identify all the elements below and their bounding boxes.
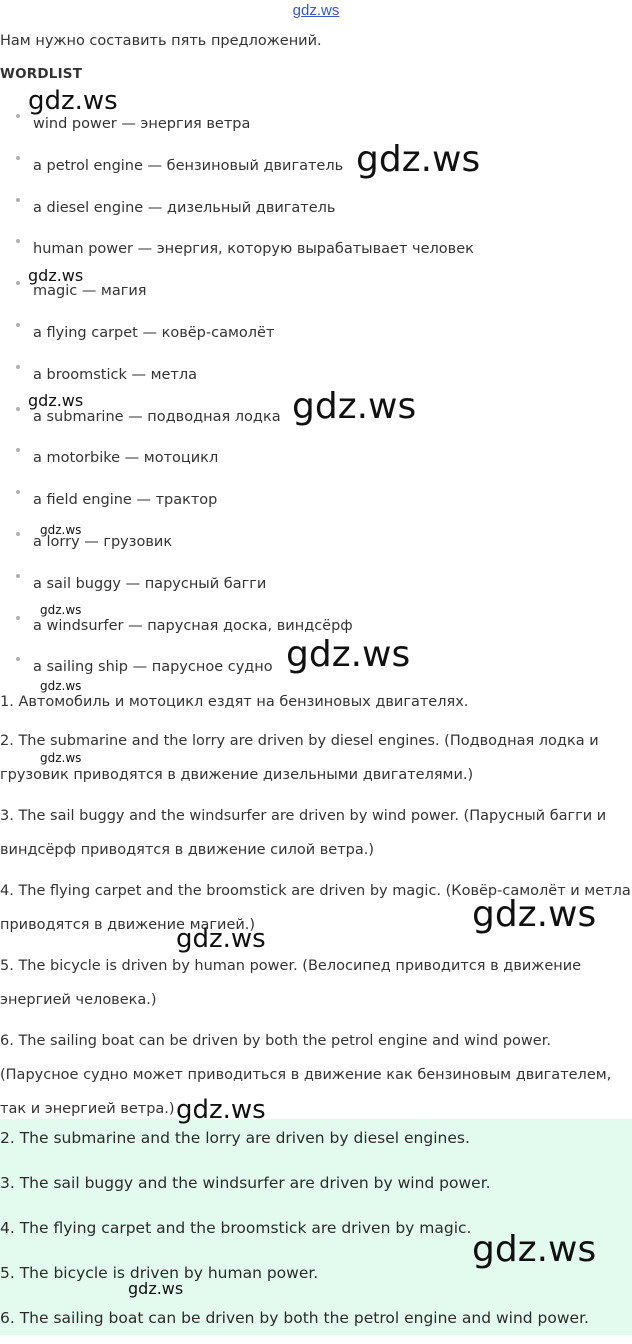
list-item xyxy=(0,438,632,480)
answer-box-line: 6. The sailing boat can be driven by both the petrol engine and wind power. xyxy=(0,1309,589,1327)
list-item xyxy=(0,606,632,648)
list-item-text: human power — энергия, которую вырабатывает человек xyxy=(33,241,474,258)
list-item xyxy=(0,397,632,439)
list-item xyxy=(0,146,632,188)
list-item-text: wind power — энергия ветра xyxy=(33,116,251,132)
list-item-text: a flying carpet — ковёр-самолёт xyxy=(33,324,275,341)
list-item-text: a field engine — трактор xyxy=(33,492,218,509)
answer-paragraph: 4. The flying carpet and the broomstick are driven by magic. (Ковёр-самолёт и метла приводятся в движение магией.) xyxy=(0,883,631,933)
list-item-text: a diesel engine — дизельный двигатель xyxy=(33,199,336,216)
watermark: gdz.ws xyxy=(292,386,417,427)
list-item-text: a sail buggy — парусный багги xyxy=(33,575,267,592)
list-item xyxy=(0,522,632,564)
watermark: gdz.ws xyxy=(28,391,84,410)
list-item-text: a broomstick — метла xyxy=(33,366,198,383)
watermark: gdz.ws xyxy=(40,603,82,617)
bullet-icon xyxy=(16,365,20,369)
bullet-icon xyxy=(16,616,20,620)
bullet-icon xyxy=(16,281,20,285)
list-item xyxy=(0,355,632,397)
watermark: gdz.ws xyxy=(40,523,82,537)
bullet-icon xyxy=(16,323,20,327)
list-item-text: a lorry — грузовик xyxy=(33,533,173,550)
answer-box-line: 2. The submarine and the lorry are driven by diesel engines. xyxy=(0,1129,470,1147)
list-item-text: magic — магия xyxy=(33,283,147,300)
wordlist xyxy=(0,104,632,689)
bullet-icon xyxy=(16,198,20,202)
answer-paragraph: 6. The sailing boat can be driven by both the petrol engine and wind power. (Парусное судно может приводиться в движение как бензиновым двигателем, так и энергией ветра.) xyxy=(0,1033,612,1117)
list-item xyxy=(0,313,632,355)
list-item-text: a motorbike — мотоцикл xyxy=(33,450,219,467)
bullet-icon xyxy=(16,490,20,494)
answer-box-line: 4. The flying carpet and the broomstick are driven by magic. xyxy=(0,1219,472,1237)
watermark: gdz.ws xyxy=(176,1095,266,1125)
answer-box-line: 3. The sail buggy and the windsurfer are driven by wind power. xyxy=(0,1174,491,1192)
answer-paragraph: 1. Автомобиль и мотоцикл ездят на бензиновых двигателях. xyxy=(0,694,469,710)
bullet-icon xyxy=(16,156,20,160)
watermark: gdz.ws xyxy=(128,1279,184,1298)
site-link[interactable]: gdz.ws xyxy=(292,2,340,19)
list-item xyxy=(0,480,632,522)
list-item-text: a petrol engine — бензиновый двигатель xyxy=(33,157,344,174)
answer-paragraph: 5. The bicycle is driven by human power. (Велосипед приводится в движение энергией человека.) xyxy=(0,958,582,1008)
list-item xyxy=(0,104,632,146)
list-item xyxy=(0,188,632,230)
bullet-icon xyxy=(16,448,20,452)
answer-paragraph: 3. The sail buggy and the windsurfer are driven by wind power. (Парусный багги и виндсёрф приводятся в движение силой ветра.) xyxy=(0,808,607,858)
bullet-icon xyxy=(16,114,20,118)
list-item xyxy=(0,647,632,689)
watermark: gdz.ws xyxy=(472,1229,597,1270)
watermark: gdz.ws xyxy=(286,634,411,675)
watermark: gdz.ws xyxy=(472,894,597,935)
list-item xyxy=(0,229,632,271)
wordlist-heading: WORDLIST xyxy=(0,66,83,82)
watermark: gdz.ws xyxy=(28,86,118,116)
bullet-icon xyxy=(16,407,20,411)
watermark: gdz.ws xyxy=(176,924,266,954)
bullet-icon xyxy=(16,532,20,536)
list-item xyxy=(0,271,632,313)
watermark: gdz.ws xyxy=(40,751,82,765)
bullet-icon xyxy=(16,657,20,661)
watermark: gdz.ws xyxy=(40,679,82,693)
list-item-text: a submarine — подводная лодка xyxy=(33,408,281,425)
answer-box-line: 5. The bicycle is driven by human power. xyxy=(0,1264,319,1282)
list-item-text: a windsurfer — парусная доска, виндсёрф xyxy=(33,617,353,634)
bullet-icon xyxy=(16,239,20,243)
watermark: gdz.ws xyxy=(28,266,84,285)
list-item-text: a sailing ship — парусное судно xyxy=(33,659,273,676)
answer-paragraph: 2. The submarine and the lorry are driven by diesel engines. (Подводная лодка и грузовик приводятся в движение дизельными двигателями.) xyxy=(0,733,599,783)
answers xyxy=(0,690,632,1133)
list-item xyxy=(0,564,632,606)
watermark: gdz.ws xyxy=(356,139,481,180)
answer-box xyxy=(0,1119,632,1335)
intro-text: Нам нужно составить пять предложений. xyxy=(0,33,322,49)
bullet-icon xyxy=(16,574,20,578)
